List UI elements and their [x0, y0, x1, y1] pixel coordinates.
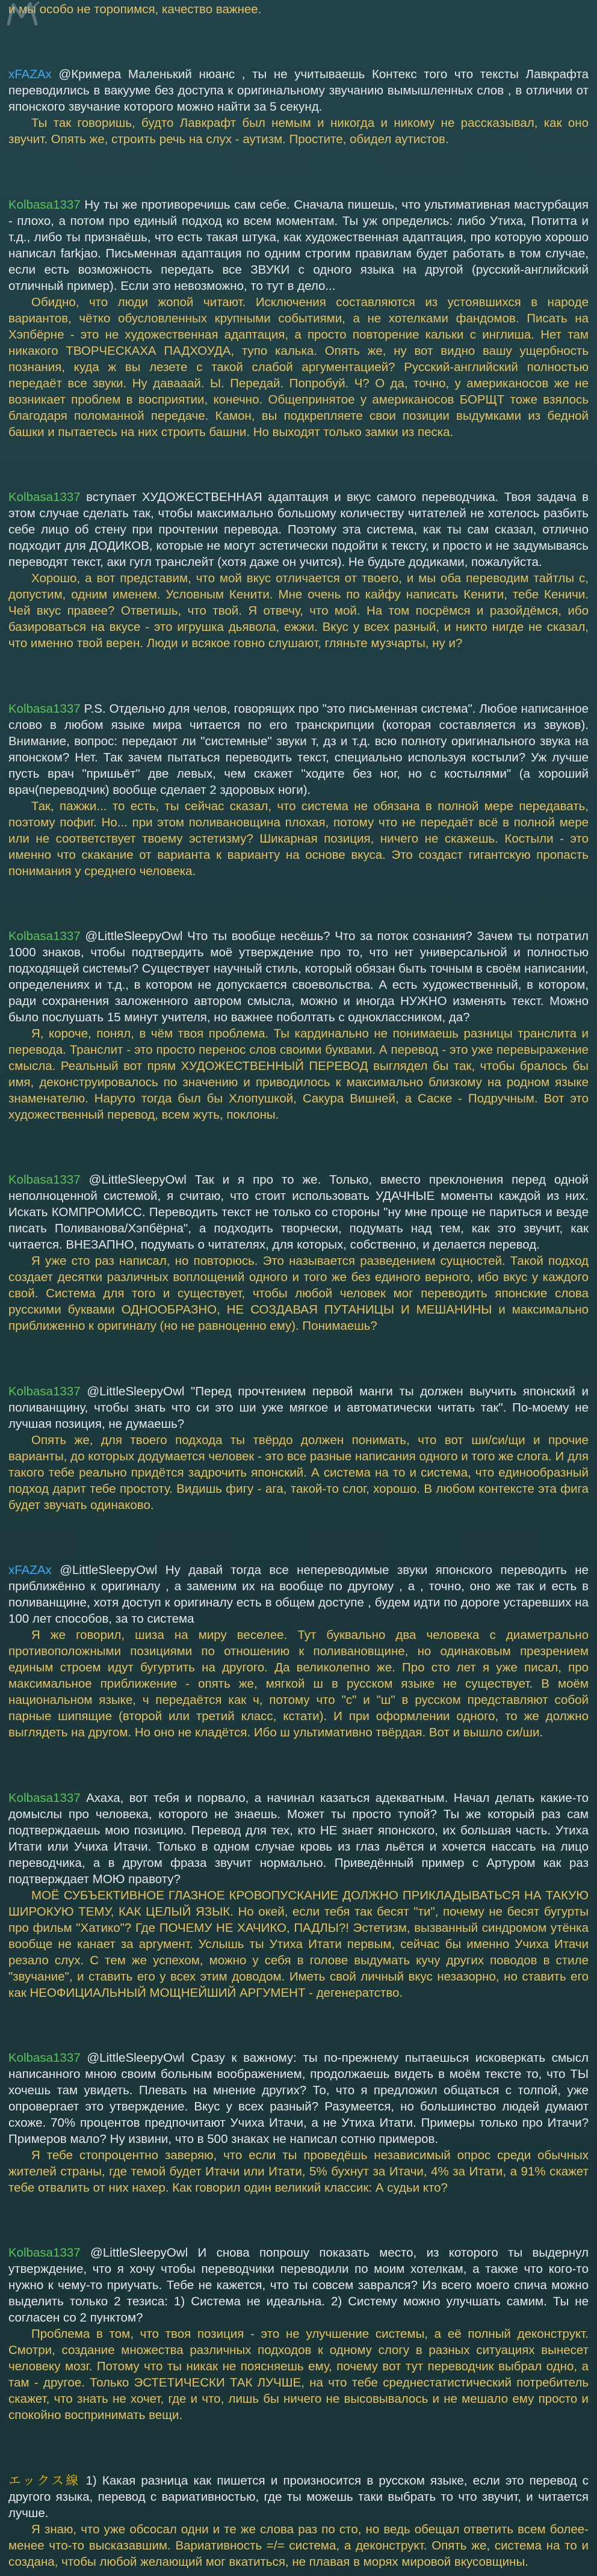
author-link[interactable]: Kolbasa1337 [8, 2051, 81, 2065]
author-link[interactable]: Kolbasa1337 [8, 2246, 81, 2260]
quoted-text: @LittleSleepyOwl Что ты вообще несёшь? Что за поток сознания? Зачем ты потратил 1000 знаков, чтобы подтвердить моё утверждение про то, что нет универсальной и полностью подходящей системы? Существует научный стиль, который обязан быть точным в своём написании, определениях и т.д., в котором не допускается своевольства. А есть художественный, в котором, ради сохранения заложенного автором смысла, можно и иногда НУЖНО изменять текст. Можно было послушать 15 минут учителя, но важнее поболтать с одноклассником, да? [8, 929, 589, 1025]
quoted-comment [8, 1562, 589, 1627]
quoted-comment [8, 2050, 589, 2147]
quoted-comment [8, 2245, 589, 2326]
author-link[interactable]: Kolbasa1337 [8, 701, 81, 716]
reply-text: МОЁ СУБЪЕКТИВНОЕ ГЛАЗНОЕ КРОВОПУСКАНИЕ ДОЛЖНО ПРИКЛАДЫВАТЬСЯ НА ТАКУЮ ШИРОКУЮ ТЕМУ, КАК ЦЕЛЫЙ ЯЗЫК. Но окей, если тебя так бесят "ти", почему не бесят бугурты про фильм "Хатико"? Где ПОЧЕМУ НЕ ХАЧИКО, ПАДЛЫ?! Эстетизм, вызванный синдромом утёнка вообще не канает за аргумент. Услышь ты Утиха Итати первым, сейчас бы именно Учиха Итачи резало слух. С тем же успехом, можно у себя в голове выдумать кучу других поводов в стиле "звучание", и ставить его у всех этим доводом. Иметь свой личный вкус незазорно, но ставить его как НЕОФИЦИАЛЬНЫЙ МОЩНЕЙШИЙ АРГУМЕНТ - дегенератство. [8, 1888, 589, 2000]
quoted-text: @LittleSleepyOwl Так и я про то же. Только, вместо преклонения перед одной неполноценной системой, я считаю, что стоит использовать УДАЧНЫЕ моменты каждой из них. Искать КОМПРОМИСС. Переводить текст не только со стороны "ну мне проще не париться и везде писать Поливанова/Хэпбёрна", а подходить творчески, подумать над тем, как это звучит, как читается. ВНЕЗАПНО, подумать о читателях, для которых, собственно, и делается перевод. [8, 1173, 589, 1252]
quoted-text: @LittleSleepyOwl Ну давай тогда все непереводимые звуки японского переводить не приближённо к оригиналу , а заменим их на вообще по другому , а , точно, оно же так и есть в поливанщине, хотя доступ к оригиналу есть в общем доступе , будем идти по дороге устаревших на 100 лет способов, за то система [8, 1563, 589, 1626]
quoted-comment [8, 2473, 589, 2521]
author-link[interactable]: Kolbasa1337 [8, 1384, 81, 1398]
comment-post-11 [8, 2245, 589, 2423]
quoted-comment [8, 1790, 589, 1887]
author-link[interactable]: xFAZAx [8, 1563, 52, 1578]
author-link[interactable]: Kolbasa1337 [8, 197, 81, 212]
comment-post-3 [8, 489, 589, 651]
quoted-comment [8, 928, 589, 1025]
quoted-comment [8, 66, 589, 115]
author-link[interactable]: Kolbasa1337 [8, 929, 81, 944]
reply-text: Я знаю, что уже обсосал одни и те же слова раз по сто, но ведь обещал ответить всем более-менее что-то высказавшим. Вариативность =/= система, а деконструкт. Опять же, система на то и создана, чтобы любой желающий мог вкатиться, не плавая в морях мировой вкусовщины. [8, 2522, 589, 2569]
reply-text: Ты так говоришь, будто Лавкрафт был немым и никогда и никому не рассказывал, как оно звучит. Опять же, строить речь на слух - аутизм. Простите, обидел аутистов. [8, 116, 589, 147]
comment-post-7 [8, 1383, 589, 1513]
comment-post-6 [8, 1172, 589, 1334]
quoted-comment [8, 1172, 589, 1253]
quoted-text: вступает ХУДОЖЕСТВЕННАЯ адаптация и вкус самого переводчика. Твоя задача в этом случае сделать так, чтобы максимально большому количеству читателей не хотелось разбить себе лицо об стену при прочтении перевода. Поэтому эта система, как ты сам сказал, отлично подходит для ДОДИКОВ, которые не могут эстетически подойти к тексту, и просто и не задумываясь переводят текст, аки гугл транслейт (хотя даже он учится). Не будьте додиками, пожалуйста. [8, 490, 589, 570]
author-link[interactable]: Kolbasa1337 [8, 1173, 81, 1187]
reply-text: Я уже сто раз написал, но повторюсь. Это называется разведением сущностей. Такой подход создает десятки различных воплощений одного и того же без единого верного, ибо вкус у каждого свой. Система для того и существует, чтобы любой человек мог переводить японские слова русскими буквами ОДНООБРАЗНО, НЕ СОЗДАВАЯ ПУТАНИЦЫ И МЕШАНИНЫ и максимально приближенно к оригиналу (но не равноценно ему). Понимаешь? [8, 1254, 589, 1333]
quoted-text: Ну ты же противоречишь сам себе. Сначала пишешь, что ультимативная мастурбация - плохо, а потом про единый подход ко всем моментам. Ты уж определись: либо Утиха, Потитта и т.д., либо ты признаёшь, что есть такая штука, как художественная адаптация, про которую хорошо написал farkjao. Письменная адаптация по одним строгим правилам будет работать в том случае, если есть возможность передать все ЗВУКИ с одного языка на другой (русский-английский отличный пример). Если это невозможно, то тут в дело... [8, 197, 589, 293]
reply-text: Обидно, что люди жопой читают. Исключения составляются из устоявшихся в народе вариантов, чётко обусловленных крупными событиями, а не хотелками фандомов. Писать на Хэпбёрне - это не художественная адаптация, а просто повторение кальки с инглиша. Нет там никакого ТВОРЧЕСКАХА ПАДХОУДА, тупо калька. Опять же, ну вот видно вашу ущербность познания, куда ж вы лезете с такой слабой аргументацией? Русский-английский полностью передаёт все звуки. Ну давааай. Ы. Передай. Попробуй. Ч? О да, точно, у американосов же не возникает проблем в восприятии, конечно. Общепринятое у американосов БОРЩТ тоже взялось благодаря поломанной передаче. Камон, вы подкрепляете свои позиции выдумками из бедной башки и пытаетесь на них строить башни. Но выходят только замки из песка. [8, 295, 589, 439]
author-link[interactable]: Kolbasa1337 [8, 1791, 81, 1805]
quoted-text: Ахаха, вот тебя и порвало, а начинал казаться адекватным. Начал делать какие-то домыслы про человека, которого не знаешь. Может ты просто тупой? Ты же который раз сам подтверждаешь мою позицию. Перевод для тех, кто НЕ знает японского, их большая часть. Утиха Итати или Учиха Итачи. Только в одном случае кровь из глаз льётся и хочется нассать на лицо переводчика, а в другом фраза звучит нормально. Приведённый пример с Артуром как раз подтверждает МОЮ правоту? [8, 1791, 589, 1886]
comment-post-4 [8, 701, 589, 879]
quoted-text: P.S. Отдельно для челов, говорящих про "это письменная система". Любое написанное слово в любом языке мира читается по его транскрипции (которая составляется из звуков). Внимание, вопрос: передают ли "системные" звуки т, дз и т.д. всю полноту оригинального звука на японском? Нет. Так зачем пытаться переводить текст, специально используя костыли? Уж лучше пусть врач "пришьёт" две левых, чем скажет "ходите без ног, но с костылями" (а хороший врач(переводчик) вообще сделает 2 здоровых ноги). [8, 701, 589, 797]
quoted-comment [8, 197, 589, 294]
reply-text: Проблема в том, что твоя позиция - это не улучшение системы, а её полный деконструкт. Смотри, создание множества различных подходов к одному слогу в разных ситуациях вынесет человеку мозг. Потому что ты никак не поясняешь ему, почему вот тут переводчик выбрал одно, а там - другое. Только ЭСТЕТИЧЕСКИ ТАК ЛУЧШЕ, на что тебе среднестатистический потребитель скажет, что знать не хочет, где и что, лишь бы ничего не высовывалось и не мешало ему просто и спокойно воспринимать вещи. [8, 2327, 589, 2423]
comment-post-9 [8, 1790, 589, 2001]
comment-post-8 [8, 1562, 589, 1741]
quoted-text: @LittleSleepyOwl И снова попрошу показать место, из которого ты выдернул утверждение, что я хочу чтобы переводчики переводили по моим хотелкам, а также что кого-то нужно к чему-то приучать. Тебе не кажется, что ты совсем заврался? Из всего моего спича можно выделить только 2 тезиса: 1) Система не идеальна. 2) Систему можно улучшать самим. Ты не согласен со 2 пунктом? [8, 2246, 589, 2325]
comment-post-1 [8, 66, 589, 147]
quoted-text: @LittleSleepyOwl Сразу к важному: ты по-прежнему пытаешься исковеркать смысл написанного мною своим больным воображением, продолжаешь видеть в моём тексте то, что ТЫ хочешь там увидеть. Плевать на мнение других? То, что я предложил общаться с толпой, уже опровергает это утверждение. Вкус у всех разный? Разумеется, но большинство людей думают схоже. 70% процентов предпочитают Учиха Итачи, а не Утиха Итати. Примеры только про Итачи? Примеров мало? Ну извини, что в 500 знаках не написал сотню примеров. [8, 2051, 589, 2147]
author-link[interactable]: xFAZAx [8, 67, 52, 82]
quoted-comment [8, 701, 589, 798]
quoted-comment [8, 1383, 589, 1432]
reply-text: Я тебе стопроцентно заверяю, что если ты проведёшь независимый опрос среди обычных жителей страны, где темой будет Итачи или Итати, 5% бухнут за Итачи, 4% за Итати, а 91% скажет тебе отвалить от них нахер. Как говорил один великий классик: А судьи кто? [8, 2148, 589, 2195]
reply-text: Я же говорил, шиза на миру веселее. Тут буквально два человека с диаметрально противоположными позициями по отношению к поливановщине, но одинаковым презрением единым строем идут бугуртить на другого. Да великолепно же. Про сто лет я уже писал, про максимальное приближение - опять же, мягкой ш в русском языке не существует. В моём национальном языке, ч передаётся как ч, потому что "с" и "ш" в русском представляют собой парные шипящие (второй или третий класс, кстати). И при оформлении одного, то же должно выглядеть на другом. Но оно не кладётся. Ибо ш ультимативно твёрдая. Вот и вышло си/ши. [8, 1628, 589, 1740]
quoted-text: @Кримера Маленький нюанс , ты не учитываешь Контекс того что тексты Лавкрафта переводились в вакууме без доступа к оригинальному звучанию вымышленных слов , в отличии от японского звучание которого можно найти за 5 секунд. [8, 67, 589, 114]
reply-text: Я, короче, понял, в чём твоя проблема. Ты кардинально не понимаешь разницы транслита и перевода. Транслит - это просто перенос слов своими буквами. А перевод - это уже перевыражение смысла. Реальный вот прям ХУДОЖЕСТВЕННЫЙ ПЕРЕВОД выглядел бы так, чтобы бралось бы имя, деконструировалось по значению и приводилось к максимально близкому на родном языке знаменателю. Наруто тогда был бы Хлопушкой, Сакура Вишней, а Саске - Подручным. Вот это художественный перевод, всем жуть, поклоны. [8, 1027, 589, 1122]
author-link[interactable]: Kolbasa1337 [8, 490, 81, 505]
reply-text: Хорошо, а вот представим, что мой вкус отличается от твоего, и мы оба переводим тайтлы с, допустим, одним именем. Условным Кенити. Мне очень по кайфу написать Кенити, тебе Кеничи. Чей вкус правее? Ответишь, что твой. Я отвечу, что мой. На том посрёмся и разойдёмся, ибо базироваться на вкусе - это игрушка дьявола, ежжи. Вкус у всех разный, и никто нигде не сказал, что именно твой верен. Люди и всякое говно слушают, гляньте музчарты, ну и? [8, 571, 589, 651]
reply-text: Опять же, для твоего подхода ты твёрдо должен понимать, что вот ши/си/щи и прочие варианты, до которых додумается человек - это все разные написания одного и того же слога. И для такого тебе реально придётся задрочить японский. А система на то и система, что единообразный подход дарит тебе простоту. Видишь фигу - ага, такой-то слог, хорошо. В любом контексте эта фига будет звучать одинаково. [8, 1433, 589, 1512]
comment-post-12 [8, 2473, 589, 2570]
quoted-text: @LittleSleepyOwl "Перед прочтением первой манги ты должен выучить японский и поливанщину, чтобы знать что си это ши уже мягкое и автоматически читать так". По-моему не лучшая позиция, не думаешь? [8, 1384, 589, 1431]
quoted-comment [8, 489, 589, 570]
comment-post-5 [8, 928, 589, 1123]
comment-post-10 [8, 2050, 589, 2196]
comment-post-2 [8, 197, 589, 440]
author-link[interactable]: エックス線 [8, 2473, 81, 2488]
reply-text: Так, пажжи... то есть, ты сейчас сказал, что система не обязана в полной мере передавать, поэтому пофиг. Но... при этом поливановщина плохая, потому что не передаёт всё в полной мере или не соответствует твоему эстетизму? Шикарная позиция, ничего не скажешь. Костыли - это именно что скакание от варианта к варианту на основе вкуса. Это создаст гигантскую пропасть понимания у среднего человека. [8, 799, 589, 878]
quoted-text: 1) Какая разница как пишется и произносится в русском языке, если это перевод с другого языка, перевод с вариативностью, где ты можешь таки выбрать то что звучит, и читается лучше. [8, 2473, 589, 2520]
previous-reply-tail: и мы особо не торопимся, качество важнее. [8, 2, 262, 16]
